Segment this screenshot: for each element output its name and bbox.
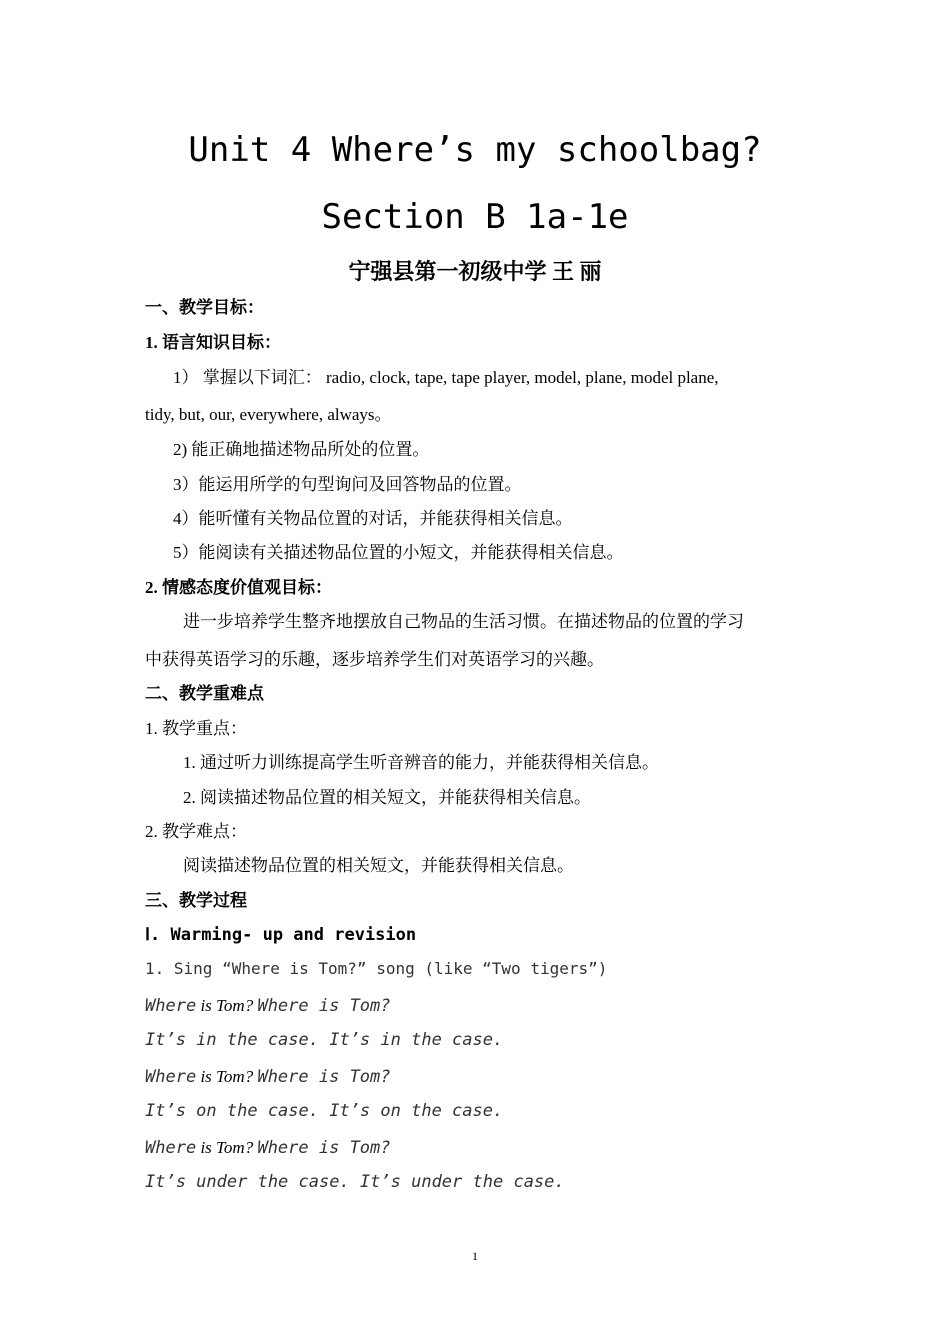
author-line: 宁强县第一初级中学 王 丽 <box>348 259 602 284</box>
attitude-text: 进一步培养学生整齐地摆放自己物品的生活习惯。在描述物品的位置的学习 <box>183 612 744 631</box>
section-heading-key-points: 二、教学重难点 <box>145 684 264 703</box>
objective-item-continued: tidy, but, our, everywhere, always。 <box>145 405 392 424</box>
objective-item: 5）能阅读有关描述物品位置的小短文，并能获得相关信息。 <box>173 543 624 562</box>
objective-item: 4）能听懂有关物品位置的对话，并能获得相关信息。 <box>173 509 573 528</box>
song-line: It’s on the case. It’s on the case. <box>145 1101 504 1121</box>
song-line: It’s under the case. It’s under the case. <box>145 1172 565 1192</box>
key-points-heading: 1. 教学重点： <box>145 719 247 738</box>
difficult-points-heading: 2. 教学难点： <box>145 822 247 841</box>
key-point-item: 2. 阅读描述物品位置的相关短文，并能获得相关信息。 <box>183 788 591 807</box>
document-subtitle: Section B 1a-1e <box>321 197 629 237</box>
page-number: 1 <box>472 1249 478 1263</box>
objective-item: 2) 能正确地描述物品所处的位置。 <box>173 440 430 459</box>
section-heading-objectives: 一、教学目标： <box>145 298 264 317</box>
objective-item: 1） 掌握以下词汇： radio, clock, tape, tape player, model, plane, model plane, <box>173 368 719 387</box>
subheading-attitude-values: 2. 情感态度价值观目标： <box>145 578 332 597</box>
song-line: It’s in the case. It’s in the case. <box>145 1030 504 1050</box>
song-line: Where is Tom? Where is Tom? <box>145 996 391 1016</box>
objective-item: 3）能运用所学的句型询问及回答物品的位置。 <box>173 475 522 494</box>
song-instruction: 1. Sing “Where is Tom?” song (like “Two tigers”) <box>145 959 608 978</box>
song-line: Where is Tom? Where is Tom? <box>145 1067 391 1087</box>
section-heading-process: 三、教学过程 <box>145 891 247 910</box>
document-title: Unit 4 Where’s my schoolbag? <box>188 130 762 170</box>
attitude-text-continued: 中获得英语学习的乐趣，逐步培养学生们对英语学习的兴趣。 <box>145 650 604 669</box>
subheading-language-knowledge: 1. 语言知识目标： <box>145 333 281 352</box>
song-line: Where is Tom? Where is Tom? <box>145 1138 391 1158</box>
key-point-item: 1. 通过听力训练提高学生听音辨音的能力，并能获得相关信息。 <box>183 753 659 772</box>
difficult-point-text: 阅读描述物品位置的相关短文，并能获得相关信息。 <box>183 856 574 875</box>
step-heading-warming-up: Ⅰ. Warming- up and revision <box>145 925 417 945</box>
